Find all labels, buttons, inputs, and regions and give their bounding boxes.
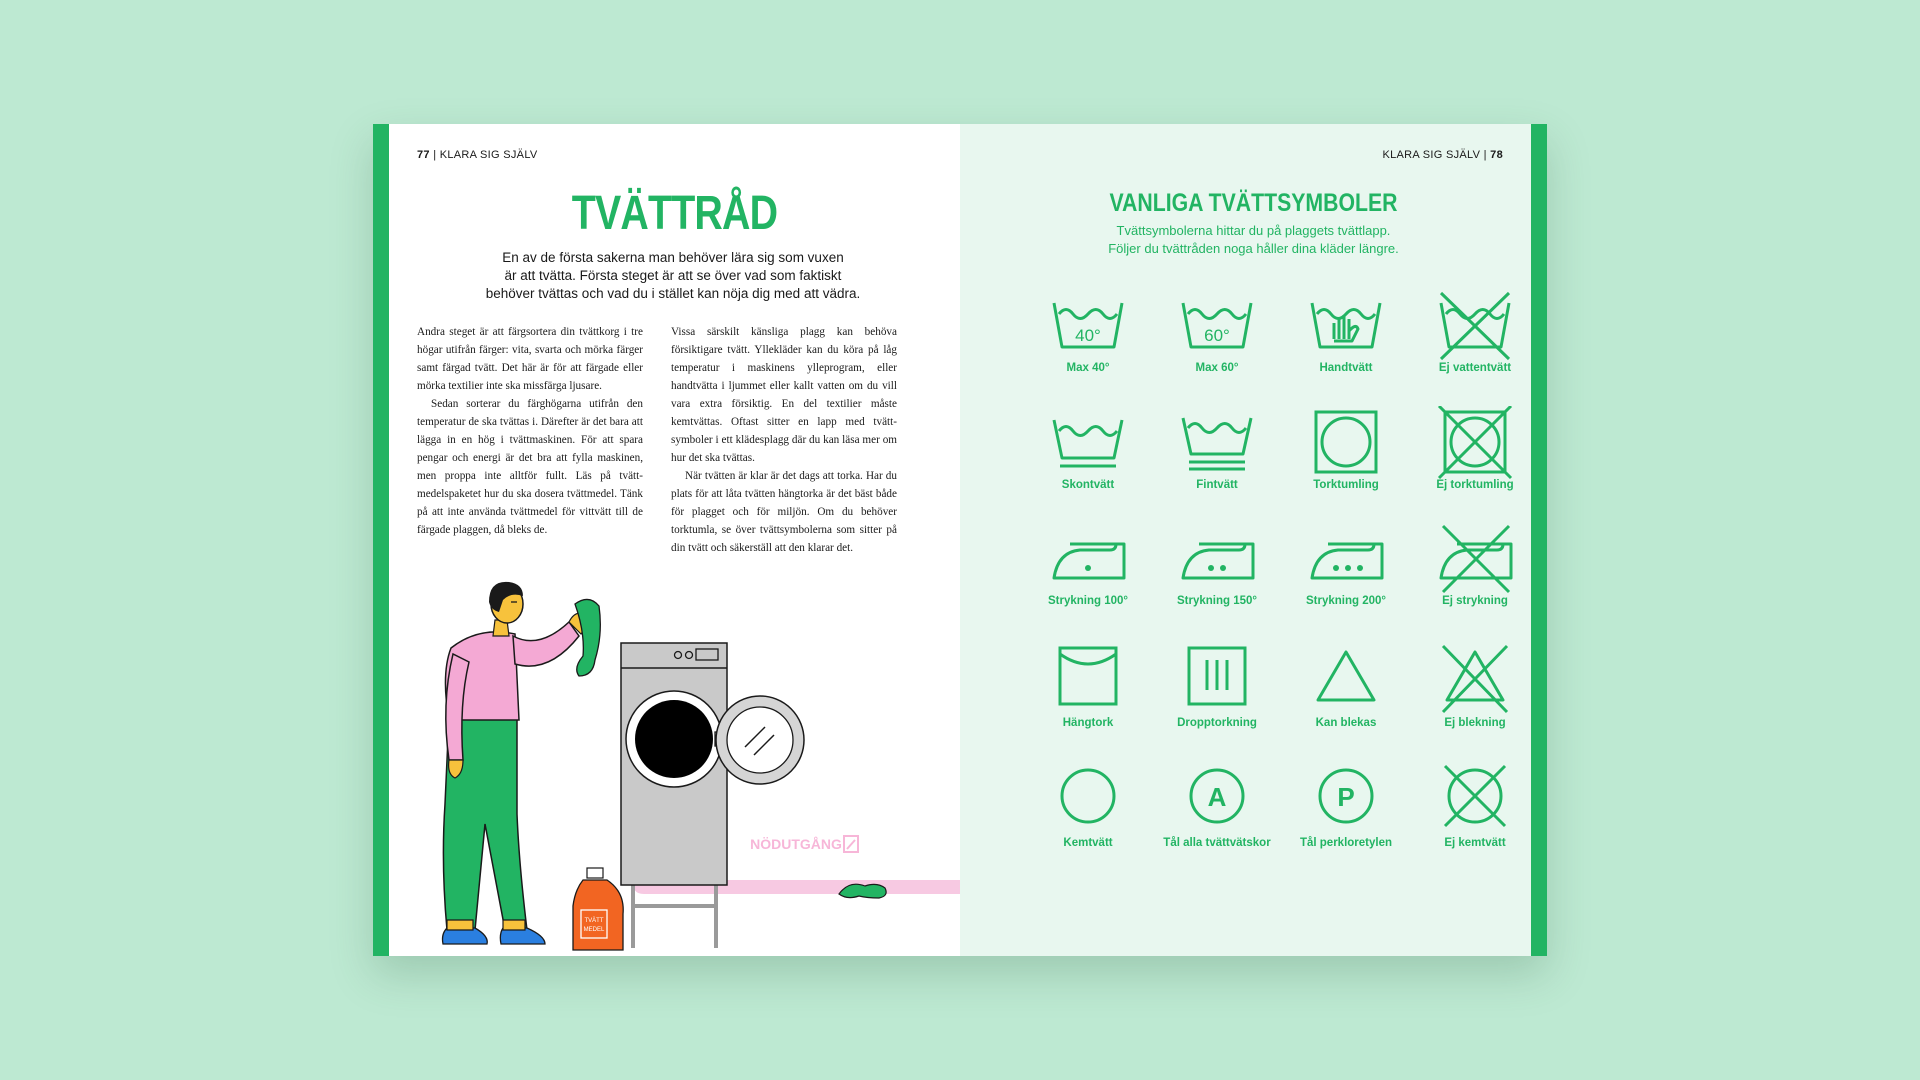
symbol-label: Ej blekning: [1444, 717, 1506, 729]
tumble-dry-icon: [1308, 406, 1384, 482]
machine-door: [715, 696, 804, 784]
paragraph: Vissa särskilt känsliga plagg kan behöva försiktigare tvätt. Yllekläder kan du köra på låg temperatur i maskinens ylleprogram, eller handtvätta i ljummet eller kallt vatten om du vill vara extra försiktig. En del textilier måste kemtvättas. Oftast sitter en lapp med tvätt-symboler i ett klädesplagg där du kan läsa mer om hur det ska tvättas.: [671, 326, 897, 464]
symbol-label: Kan blekas: [1315, 717, 1377, 729]
delicate-wash-icon: [1179, 406, 1255, 482]
symbol-tal-perkloretylen: [1281, 764, 1411, 874]
lead-line: behöver tvättas och vad du i stället kan nöja dig med att vädra.: [485, 286, 861, 301]
gentle-wash-icon: [1050, 406, 1126, 482]
symbol-label: Tål alla tvättvätskor: [1163, 837, 1271, 849]
no-tumble-dry-icon: [1437, 406, 1513, 482]
symbol-label: Strykning 150°: [1176, 595, 1258, 607]
paragraph: Andra steget är att färgsortera din tvättkorg i tre högar utifrån färger: vita, svarta och mörka färger samt färgad tvätt. Det här är för att färgade eller mörka textilier inte ska missfärga ljusare.: [417, 326, 643, 392]
symbol-tal-alla-tvattvatskor: [1152, 764, 1282, 874]
right-page: [960, 124, 1547, 956]
no-iron-icon: [1437, 522, 1513, 598]
symbol-label: Skontvätt: [1061, 479, 1115, 491]
book-spread: [373, 124, 1547, 956]
symbol-ej-strykning: [1410, 522, 1540, 632]
symbol-label: Dropptorkning: [1177, 717, 1257, 729]
no-wash-icon: [1437, 289, 1513, 365]
symbol-strykning-150: [1152, 522, 1282, 632]
lead-line: En av de första sakerna man behöver lära sig som vuxen: [502, 250, 844, 265]
subtitle-line: Följer du tvättråden noga håller dina kläder längre.: [1108, 241, 1399, 256]
symbol-strykning-100: [1023, 522, 1153, 632]
folio-left: 77 | KLARA SIG SJÄLV: [417, 149, 538, 161]
symbol-label: Kemtvätt: [1063, 837, 1113, 849]
symbol-skontvatt: [1023, 406, 1153, 516]
symbol-label: Ej strykning: [1442, 595, 1508, 607]
paragraph: Sedan sorterar du färghögarna utifrån den temperatur de ska tvättas i. Därefter är det bara att lägga in en hög i tvättmaskinen. För att spara pengar och energi är det bra att fylla maskinen, men proppa inte alltför fullt. Läs på tvätt-medelspaketet hur du ska dosera tvättmedel. Tänk på att inte använda tvättmedel för vittvätt till de färgade plaggen, då bleks de.: [417, 398, 643, 536]
symbol-ej-blekning: [1410, 644, 1540, 754]
running-head-right: KLARA SIG SJÄLV: [1382, 149, 1481, 161]
running-head-left: KLARA SIG SJÄLV: [439, 149, 538, 161]
page-title: TVÄTTRÅD: [571, 187, 778, 240]
line-dry-icon: [1050, 644, 1126, 720]
symbol-label: Fintvätt: [1196, 479, 1238, 491]
bottle-label: TVÄTT: [584, 918, 604, 924]
symbol-max-40: [1023, 289, 1153, 399]
symbol-ej-kemtvatt: [1410, 764, 1540, 874]
laundry-illustration: [389, 564, 960, 956]
symbol-hangtork: [1023, 644, 1153, 754]
symbol-label: Ej kemtvätt: [1444, 837, 1506, 849]
left-page: [373, 124, 960, 956]
drip-dry-icon: [1179, 644, 1255, 720]
svg-text:40°: 40°: [1075, 326, 1101, 345]
symbol-label: Max 60°: [1195, 362, 1239, 374]
svg-text:A: A: [1207, 782, 1227, 812]
hand-wash-icon: [1308, 289, 1384, 365]
symbol-label: Ej torktumling: [1436, 479, 1514, 491]
folio-right: KLARA SIG SJÄLV | 78: [1382, 149, 1503, 161]
paragraph: När tvätten är klar är det dags att torka. Har du plats för att låta tvätten hängtorka är det bäst både för plagget och för miljön. Om du behöver torktumla, se över tvättsymbolerna som sitter på din tvätt och säkerställ att den klarar det.: [671, 470, 897, 554]
symbol-dropptorkning: [1152, 644, 1282, 754]
bottle-label: MEDEL: [583, 927, 605, 933]
detergent-bottle: [573, 868, 623, 950]
page-number-right: 78: [1490, 149, 1503, 161]
symbol-label: Torktumling: [1313, 479, 1379, 491]
exit-sign-icon: [844, 836, 858, 852]
symbol-ej-torktumling: [1410, 406, 1540, 516]
wash-40-icon: [1050, 289, 1126, 365]
symbol-max-60: [1152, 289, 1282, 399]
symbol-handtvatt: [1281, 289, 1411, 399]
page-edge-left: [373, 124, 389, 956]
symbol-fintvatt: [1152, 406, 1282, 516]
symbol-torktumling: [1281, 406, 1411, 516]
wash-60-icon: [1179, 289, 1255, 365]
text-column-2: [671, 323, 897, 557]
symbol-kemtvatt: [1023, 764, 1153, 874]
symbol-label: Strykning 200°: [1305, 595, 1387, 607]
subtitle-line: Tvättsymbolerna hittar du på plaggets tvättlapp.: [1116, 223, 1391, 238]
symbol-label: Hängtork: [1062, 717, 1114, 729]
svg-text:P: P: [1337, 782, 1355, 812]
symbol-label: Tål perkloretylen: [1299, 837, 1393, 849]
symbol-label: Ej vattentvätt: [1438, 362, 1512, 374]
no-bleach-icon: [1437, 644, 1513, 720]
exit-sign-text: NÖDUTGÅNG: [750, 836, 842, 852]
symbols-title: VANLIGA TVÄTTSYMBOLER: [1109, 189, 1398, 217]
lead-paragraph: [463, 249, 883, 303]
page-number-left: 77: [417, 149, 430, 161]
text-column-1: [417, 323, 643, 539]
dry-clean-p-icon: [1308, 764, 1384, 840]
iron-high-icon: [1308, 522, 1384, 598]
bleach-icon: [1308, 644, 1384, 720]
no-dry-clean-icon: [1437, 764, 1513, 840]
dry-clean-icon: [1050, 764, 1126, 840]
washing-machine: [621, 643, 727, 885]
lead-line: är att tvätta. Första steget är att se över vad som faktiskt: [504, 268, 842, 283]
iron-medium-icon: [1179, 522, 1255, 598]
dry-clean-a-icon: [1179, 764, 1255, 840]
symbol-label: Handtvätt: [1319, 362, 1373, 374]
symbol-kan-blekas: [1281, 644, 1411, 754]
symbol-strykning-200: [1281, 522, 1411, 632]
symbol-label: Max 40°: [1066, 362, 1110, 374]
iron-low-icon: [1050, 522, 1126, 598]
symbols-subtitle: [960, 222, 1547, 258]
symbol-ej-vattentvatt: [1410, 289, 1540, 399]
symbol-label: Strykning 100°: [1047, 595, 1129, 607]
svg-text:60°: 60°: [1204, 326, 1230, 345]
